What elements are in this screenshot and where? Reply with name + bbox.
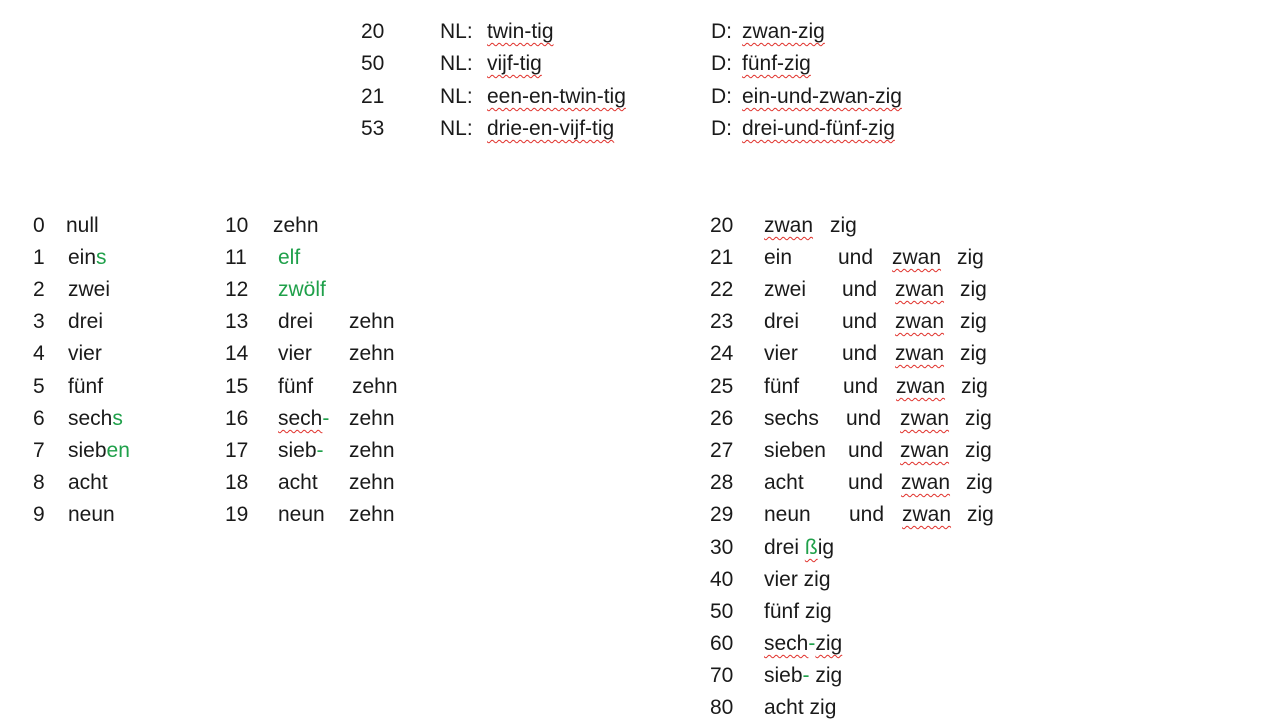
- und-word: und: [838, 246, 874, 269]
- unit-word: [278, 404, 329, 434]
- hyphen-mark: -: [316, 439, 324, 462]
- unit-word: acht: [764, 471, 804, 494]
- und-word: und: [842, 310, 878, 333]
- number: 7: [33, 439, 45, 462]
- unit-word: acht: [278, 471, 318, 494]
- number: 0: [33, 214, 45, 237]
- d-word: drei-und-fünf-zig: [742, 117, 895, 140]
- zehn-word: zehn: [349, 342, 395, 365]
- number: 20: [710, 214, 734, 237]
- word-base: ein: [68, 246, 97, 269]
- zwan-word: zwan: [900, 407, 950, 430]
- number: 40: [710, 568, 734, 591]
- nl-word: vijf-tig: [487, 52, 542, 75]
- number: 10: [225, 214, 249, 237]
- nl-word: een-en-twin-tig: [487, 85, 626, 108]
- zig-word: zig: [957, 246, 984, 269]
- number: 16: [225, 407, 249, 430]
- zig-word: zig: [965, 407, 992, 430]
- word-base: zwei: [68, 278, 111, 301]
- word: [764, 661, 842, 691]
- number: 8: [33, 471, 45, 494]
- word-base: vier: [68, 342, 102, 365]
- number: 15: [225, 375, 249, 398]
- word-part: sieb: [764, 664, 803, 687]
- unit-stem: sieb: [278, 439, 317, 462]
- number: 21: [361, 85, 385, 108]
- number: 30: [710, 536, 734, 559]
- zwan-word: zwan: [892, 246, 942, 269]
- number: 70: [710, 664, 734, 687]
- number: 6: [33, 407, 45, 430]
- word: [68, 500, 115, 530]
- number: 80: [710, 696, 734, 719]
- unit-word: fünf: [278, 375, 314, 398]
- zehn-word: zehn: [349, 439, 395, 462]
- word-ending: s: [112, 407, 123, 430]
- number: 14: [225, 342, 249, 365]
- zig-word: zig: [830, 214, 857, 237]
- number: 1: [33, 246, 45, 269]
- unit-word: zwei: [764, 278, 807, 301]
- unit-word: sechs: [764, 407, 819, 430]
- hyphen-mark: -: [808, 632, 816, 655]
- unit-word: vier: [278, 342, 312, 365]
- d-word: zwan-zig: [742, 20, 825, 43]
- word: [68, 339, 102, 369]
- zwan-word: zwan: [900, 439, 950, 462]
- zig-word: zig: [961, 375, 988, 398]
- nl-label: NL:: [440, 20, 473, 43]
- word: vier zig: [764, 568, 831, 591]
- d-label: D:: [711, 117, 732, 140]
- unit-word: sieben: [764, 439, 826, 462]
- zwan-word: zwan: [764, 214, 814, 237]
- number: 18: [225, 471, 249, 494]
- zig-word: zig: [966, 471, 993, 494]
- number: 20: [361, 20, 385, 43]
- number: 26: [710, 407, 734, 430]
- zig-word: zig: [960, 342, 987, 365]
- number: 17: [225, 439, 249, 462]
- zehn-word: zehn: [349, 503, 395, 526]
- number: 11: [225, 246, 247, 269]
- word-part: sech: [764, 632, 809, 655]
- number: 12: [225, 278, 249, 301]
- zwan-word: zwan: [895, 310, 945, 333]
- unit-word: neun: [278, 503, 325, 526]
- d-word: fünf-zig: [742, 52, 811, 75]
- und-word: und: [848, 471, 884, 494]
- unit-word: neun: [764, 503, 811, 526]
- word-base: drei: [68, 310, 104, 333]
- und-word: und: [846, 407, 882, 430]
- und-word: und: [842, 342, 878, 365]
- unit-word: ein: [764, 246, 793, 269]
- number: 9: [33, 503, 45, 526]
- zwan-word: zwan: [902, 503, 952, 526]
- number: 2: [33, 278, 45, 301]
- word: [68, 404, 123, 434]
- word: [68, 372, 103, 402]
- word: [66, 211, 99, 241]
- number: 22: [710, 278, 734, 301]
- eszett-mark: ß: [804, 536, 818, 559]
- unit-stem: sech: [278, 407, 323, 430]
- number: 3: [33, 310, 45, 333]
- hyphen-mark: -: [802, 664, 810, 687]
- word-part: drei: [764, 536, 805, 559]
- number: 53: [361, 117, 385, 140]
- number: 25: [710, 375, 734, 398]
- number: 60: [710, 632, 734, 655]
- zig-word: zig: [967, 503, 994, 526]
- zig-word: zig: [960, 310, 987, 333]
- number: 50: [361, 52, 385, 75]
- word-base: sieb: [68, 439, 107, 462]
- number: 29: [710, 503, 734, 526]
- number: 21: [710, 246, 734, 269]
- word: [68, 307, 103, 337]
- number: 28: [710, 471, 734, 494]
- number: 13: [225, 310, 249, 333]
- und-word: und: [843, 375, 879, 398]
- und-word: und: [842, 278, 878, 301]
- word: [68, 468, 108, 498]
- word-base: fünf: [68, 375, 104, 398]
- unit-word: drei: [278, 310, 314, 333]
- nl-word: twin-tig: [487, 20, 554, 43]
- und-word: und: [848, 439, 884, 462]
- word: [764, 533, 834, 563]
- word-base: null: [66, 214, 99, 237]
- zehn-word: zehn: [349, 407, 395, 430]
- number: 50: [710, 600, 734, 623]
- unit-word: fünf: [764, 375, 800, 398]
- zwan-word: zwan: [895, 278, 945, 301]
- nl-label: NL:: [440, 117, 473, 140]
- nl-word: drie-en-vijf-tig: [487, 117, 615, 140]
- zehn-word: zehn: [349, 310, 395, 333]
- zwan-word: zwan: [896, 375, 946, 398]
- word: [68, 436, 130, 466]
- word-part: zig: [815, 632, 843, 655]
- word-base: acht: [68, 471, 108, 494]
- number: 5: [33, 375, 45, 398]
- word: [68, 243, 107, 273]
- word: [68, 275, 110, 305]
- unit-word: [278, 436, 324, 466]
- number: 19: [225, 503, 249, 526]
- number: 24: [710, 342, 734, 365]
- number: 27: [710, 439, 734, 462]
- word-part: zig: [809, 664, 843, 687]
- nl-label: NL:: [440, 52, 473, 75]
- zwan-word: zwan: [901, 471, 951, 494]
- nl-label: NL:: [440, 85, 473, 108]
- und-word: und: [849, 503, 885, 526]
- word: zehn: [273, 214, 319, 237]
- word-base: neun: [68, 503, 115, 526]
- zehn-word: zehn: [349, 471, 395, 494]
- d-word: ein-und-zwan-zig: [742, 85, 902, 108]
- word-ending: en: [106, 439, 130, 462]
- d-label: D:: [711, 85, 732, 108]
- hyphen-mark: -: [322, 407, 330, 430]
- word: [764, 629, 842, 659]
- word-ending: s: [96, 246, 107, 269]
- d-label: D:: [711, 52, 732, 75]
- number: 23: [710, 310, 734, 333]
- zehn-word: zehn: [352, 375, 398, 398]
- d-label: D:: [711, 20, 732, 43]
- irregular-word: elf: [278, 246, 301, 269]
- unit-word: drei: [764, 310, 800, 333]
- word: acht zig: [764, 696, 837, 719]
- number: 4: [33, 342, 45, 365]
- zig-word: zig: [965, 439, 992, 462]
- irregular-word: zwölf: [278, 278, 326, 301]
- word: fünf zig: [764, 600, 832, 623]
- word-part: ig: [817, 536, 835, 559]
- word-base: sech: [68, 407, 113, 430]
- zig-word: zig: [960, 278, 987, 301]
- unit-word: vier: [764, 342, 798, 365]
- zwan-word: zwan: [895, 342, 945, 365]
